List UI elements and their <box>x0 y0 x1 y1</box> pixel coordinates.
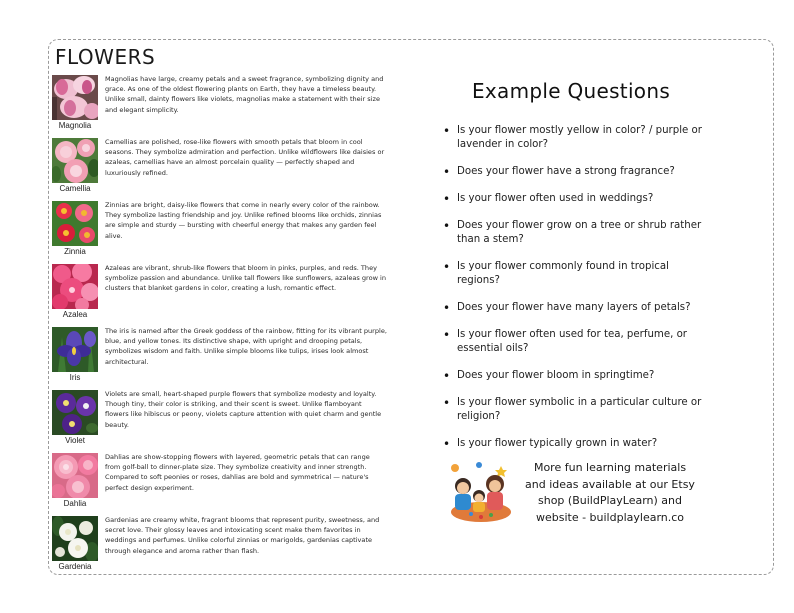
question-item: • Does your flower grow on a tree or shrub rather than a stem? <box>440 219 710 247</box>
camellia-photo <box>52 138 98 183</box>
flower-name: Magnolia <box>58 121 92 130</box>
promo-line: website - buildplaylearn.co <box>535 510 685 524</box>
flower-description: Azaleas are vibrant, shrub-like flowers that bloom in pinks, purples, and reds. They symbolize passion and abundance. Unlike tall flowers like sunflowers, azaleas grow in clusters that blanket gardens in color, creating a lush, romantic effect. <box>105 264 386 293</box>
question-item: • Does your flower bloom in springtime? <box>440 369 710 383</box>
question-item: • Does your flower have a strong fragrance? <box>440 165 710 179</box>
question-item: • Is your flower symbolic in a particular culture or religion? <box>440 396 710 424</box>
flower-name: Violet <box>65 436 85 445</box>
flower-description: Zinnias are bright, daisy-like flowers that come in nearly every color of the rainbow. They symbolize lasting friendship and joy. Unlike refined blooms like orchids, zinnias are simple and sturdy — bursting with cheerful energy that makes any garden feel alive. <box>105 201 382 240</box>
flower-entry-iris <box>52 327 392 387</box>
questions-title: Example Questions <box>471 79 671 103</box>
question-item: • Is your flower commonly found in tropical regions? <box>440 260 710 288</box>
question-item: • Is your flower mostly yellow in color? / purple or lavender in color? <box>440 124 710 152</box>
flower-name: Gardenia <box>58 562 92 571</box>
flower-name: Camellia <box>59 184 91 193</box>
promo-text <box>515 460 705 526</box>
promo-line: shop (BuildPlayLearn) and <box>538 494 682 507</box>
question-item: • Is your flower often used in weddings? <box>440 192 710 206</box>
family-illustration <box>445 460 517 526</box>
magnolia-photo <box>52 75 98 120</box>
flower-name: Iris <box>69 373 81 382</box>
flower-description: Dahlias are show-stopping flowers with layered, geometric petals that can range from golf-ball to dinner-plate size. They symbolize creativity and inner strength. Compared to soft peonies or roses, dahlias are bold and symmetrical — nature's perfect design experiment. <box>105 453 370 492</box>
question-item: • Is your flower typically grown in water? <box>440 437 710 451</box>
flower-description: Magnolias have large, creamy petals and a sweet fragrance, symbolizing dignity and grace. As one of the oldest flowering plants on Earth, they have a timeless beauty. Unlike small, dainty flowers like violets, magnolias make a statement with their size and elegant simplicity. <box>105 75 384 114</box>
flower-name: Zinnia <box>64 247 86 256</box>
azalea-photo <box>52 264 98 309</box>
flower-name: Azalea <box>62 310 88 319</box>
flower-description: The iris is named after the Greek goddess of the rainbow, fitting for its vibrant purple, blue, and yellow tones. Its distinctive shape, with upright and drooping petals, symbolizes wisdom and faith. Unlike simple blooms like tulips, irises look almost architectural. <box>105 327 387 366</box>
flower-entry-camellia <box>52 138 392 198</box>
question-item: • Does your flower have many layers of petals? <box>440 301 710 315</box>
promo-line: More fun learning materials <box>533 461 687 474</box>
dahlia-photo <box>52 453 98 498</box>
flower-description: Violets are small, heart-shaped purple flowers that symbolize modesty and loyalty. Though tiny, their color is striking, and their scent is sweet. Unlike flamboyant flowers like hibiscus or peony, violets capture attention with quiet charm and gentle beauty. <box>105 390 382 429</box>
flower-entry-gardenia <box>52 516 392 576</box>
flower-entry-violet <box>52 390 392 450</box>
question-item: • Is your flower often used for tea, perfume, or essential oils? <box>440 328 710 356</box>
iris-photo <box>52 327 98 372</box>
flower-description: Gardenias are creamy white, fragrant blooms that represent purity, sweetness, and secret love. Their glossy leaves and intoxicating scent make them favorites in weddings and perfumes. Unlike colorful zinnias or marigolds, gardenias captivate through elegance and aroma rather than flash. <box>105 516 380 555</box>
flower-entry-dahlia <box>52 453 392 513</box>
violet-photo <box>52 390 98 435</box>
flower-name: Dahlia <box>63 499 87 508</box>
flower-entry-magnolia <box>52 75 392 135</box>
gardenia-photo <box>52 516 98 561</box>
flower-entry-azalea <box>52 264 392 324</box>
flower-entry-zinnia <box>52 201 392 261</box>
flower-description: Camellias are polished, rose-like flowers with smooth petals that bloom in cool seasons. They symbolize admiration and perfection. Unlike wildflowers like daisies or azaleas, camellias have an almost porcelain quality — perfectly shaped and luxuriously refined. <box>105 138 385 177</box>
page-title: FLOWERS <box>55 45 156 69</box>
zinnia-photo <box>52 201 98 246</box>
promo-line: and ideas available at our Etsy <box>525 477 695 491</box>
